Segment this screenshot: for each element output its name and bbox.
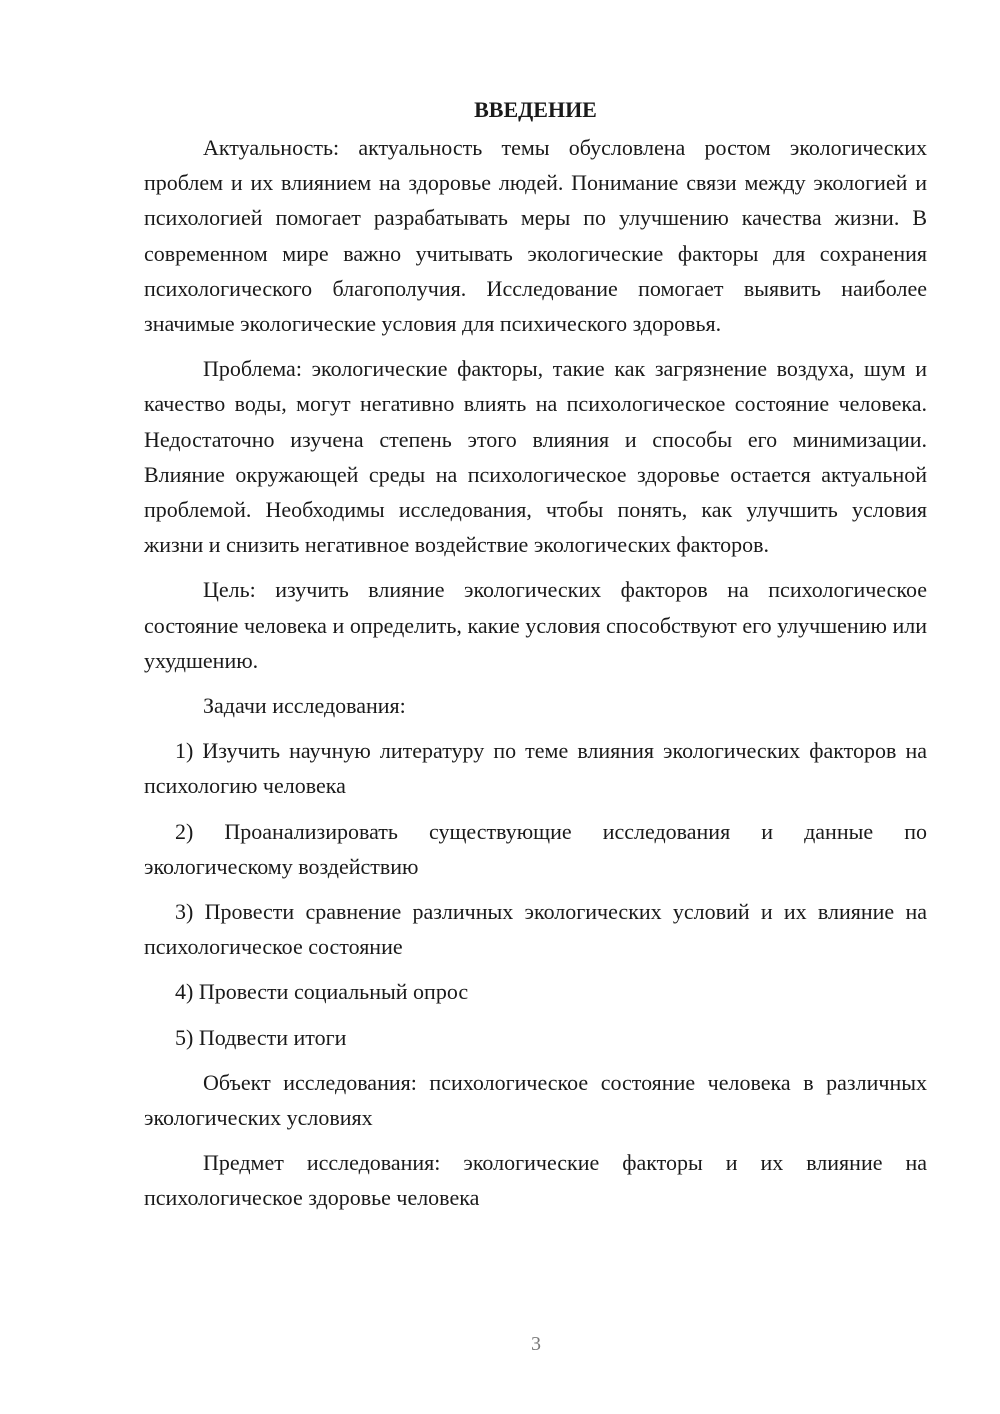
document-heading: ВВЕДЕНИЕ: [474, 97, 597, 122]
page-number: 3: [531, 1333, 541, 1355]
subject-paragraph: Предмет исследования: экологические факторы и их влияние на психологическое здоровье человека: [144, 1150, 927, 1211]
task-item-1: 1) Изучить научную литературу по теме влияния экологических факторов на психологию человека: [144, 738, 927, 799]
object-paragraph: Объект исследования: психологическое состояние человека в различных экологических условиях: [144, 1069, 927, 1131]
goal-paragraph: Цель: изучить влияние экологических факторов на психологическое состояние человека и определить, какие условия способствуют его улучшению или ухудшению.: [144, 577, 927, 673]
task-item-4: 4) Провести социальный опрос: [175, 979, 469, 1005]
document-page: [144, 92, 927, 1226]
task-item-5: 5) Подвести итоги: [175, 1024, 347, 1050]
problem-paragraph: Проблема: экологические факторы, такие как загрязнение воздуха, шум и качество воды, могут негативно влиять на психологическое состояние человека. Недостаточно изучена степень этого влияния и способы его минимизации. Влияние окружающей среды на психологическое здоровье остается актуальной проблемой. Необходимы исследования, чтобы понять, как улучшить условия жизни и снизить негативное воздействие экологических факторов.: [144, 356, 927, 558]
tasks-title: Задачи исследования:: [203, 693, 406, 719]
task-item-3: 3) Провести сравнение различных экологических условий и их влияние на психологическое состояние: [144, 899, 927, 960]
relevance-paragraph: Актуальность: актуальность темы обусловлена ростом экологических проблем и их влиянием на здоровье людей. Понимание связи между экологией и психологией помогает разрабатывать меры по улучшению качества жизни. В современном мире важно учитывать экологические факторы для сохранения психологического благополучия. Исследование помогает выявить наиболее значимые экологические условия для психического здоровья.: [144, 135, 927, 337]
task-item-2: 2) Проанализировать существующие исследования и данные по экологическому воздействию: [144, 818, 927, 879]
